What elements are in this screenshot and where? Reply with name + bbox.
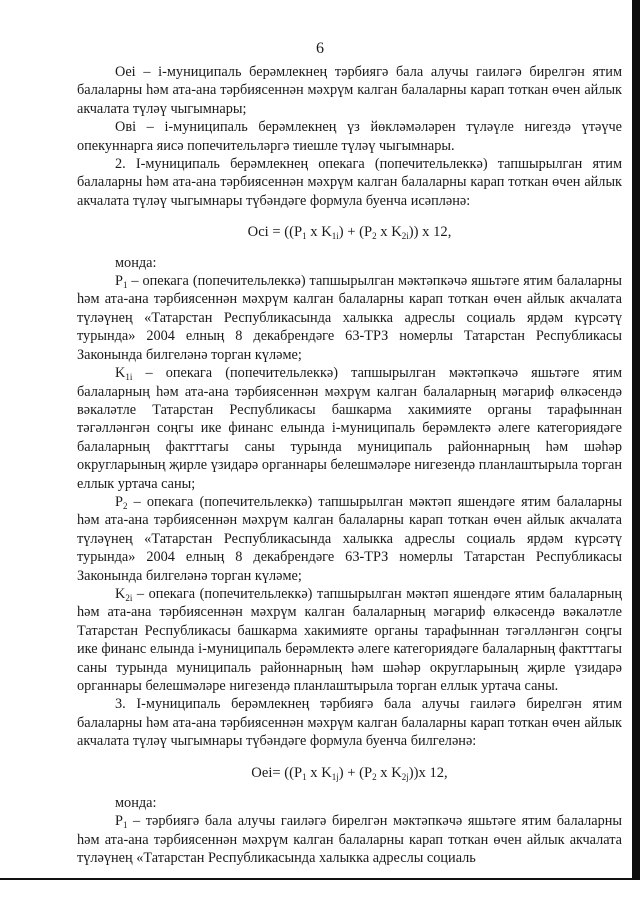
definition-p1: $P_1$ – опекага (попечительлеккә) тапшырылган мәктәпкәчә яшьтәге ятим балаларны һәм ата-ана тәрбиясеннән мәхрүм калган балаларны карап тоткан өчен айлык акчалата түләүнең «Татарстан Республикасында халыкка адреслы социаль ярдәм күрсәтү турында» 2004 елның 8 декабрендәге 63-ТРЗ номерлы Татарстан Республикасы Законында билгеләнә торган күләме; [77, 273, 622, 363]
definition-k1i: $K_{1i}$ – опекага (попечительлеккә) тапшырылган мәктәпкәчә яшьтәге ятим балаларның һәм ата-ана тәрбиясеннән мәхрүм калган балаларның мәгариф өлкәсендә вәкаләтле Татарстан Республикасы башкарма хакимияте органы тарафыннан тәгәлләнгән соңгы ике финанс елында і-муниципаль берәмлектә әлеге категориядәге балаларның фактттагы саны турында муниципаль районнарның һәм шәһәр округларының җирле үзидарә органнары белешмәләре нигезендә планлаштырыла торган еллык уртача саны; [77, 365, 622, 492]
definition-p1-foster: $P_1$ – тәрбиягә бала алучы гаиләгә бирелгән мәктәпкәчә яшьтәге ятим балаларны һәм ата-ана тәрбиясеннән мәхрүм калган балаларны карап тоткан өчен айлык акчалата түләүнең «Татарстан Республикасында халыкка адреслы социаль [77, 813, 622, 867]
monda-label-2: монда: [115, 795, 157, 812]
definition-p2: $P_2$ – опекага (попечительлеккә) тапшырылган мәктәп яшендәге ятим балаларны һәм ата-ана тәрбиясеннән мәхрүм калган балаларны карап тоткан өчен айлык акчалата түләүнең «Татарстан Республикасында халыкка адреслы социаль ярдәм күрсәтү турында» 2004 елның 8 декабрендәге 63-ТРЗ номерлы Татарстан Республикасы Законында билгеләнә торган күләме; [77, 493, 622, 584]
formula-oei: $Оеі= ((P_1$ x $K_{1j}) + (P_2$ x $K_{2j}))x$ 12, [251, 764, 448, 782]
paragraph-section-2: 2. І-муниципаль берәмлекнең опекага (попечительлеккә) тапшырылган ятим балаларны һәм ата-ана тәрбиясеннән мәхрүм калган балаларны карап тоткан өчен айлык акчалата түләү чыгымнары түбәндәге формула буенча исәпләнә: [77, 156, 622, 209]
monda-label: монда: [115, 254, 157, 271]
page-number: 6 [316, 40, 324, 57]
definition-k2i: $K_{2i}$ – опекага (попечительлеккә) тапшырылган мәктәп яшендәге ятим балаларның һәм ата-ана тәрбиясеннән мәхрүм калган балаларның мәгариф өлкәсендә вәкаләтле Татарстан Республикасы башкарма хакимияте органы тарафыннан тәгәлләнгән соңгы ике финанс елында і-муниципаль берәмлектә әлеге категориядәге балаларның фактттагы саны турында муниципаль районнарның һәм шәһәр округларының җирле үзидарә органнары белешмәләре нигезендә планлаштырыла торган еллык уртача саны. [77, 585, 622, 694]
scan-bottom-edge [0, 878, 640, 880]
formula-oci: Оci = (($P_1$ x $K_{1i}) + (P_2$ x $K_{2i}$)) x 12, [247, 224, 452, 242]
paragraph-section-3: 3. І-муниципаль берәмлекнең тәрбиягә бала алучы гаиләгә бирелгән ятим балаларны һәм ата-ана тәрбиясеннән мәхрүм калган балаларны карап тоткан өчен айлык акчалата түләү чыгымнары түбәндәге формула буенча билгеләнә: [77, 696, 622, 750]
scan-right-edge [632, 0, 640, 880]
document-body [77, 63, 622, 868]
paragraph-ovi-definition: Овi – і-муниципаль берәмлекнең үз йөкләмәләрен түләүле нигездә үтәүче опекуннарга яисә попечительләргә тиешле түләү чыгымнары. [77, 119, 622, 154]
paragraph-oei-definition: Оei – і-муниципаль берәмлекнең тәрбиягә бала алучы гаиләгә бирелгән ятим балаларны һәм ата-ана тәрбиясеннән мәхрүм калган балаларны карап тоткан өчен айлык акчалата түләү чыгымнары; [77, 64, 622, 117]
